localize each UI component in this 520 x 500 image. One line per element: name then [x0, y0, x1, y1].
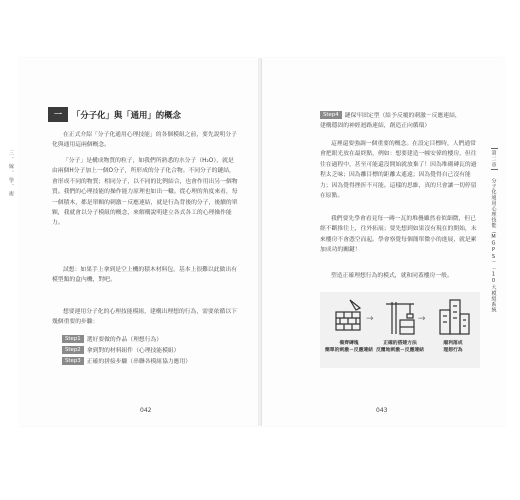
paragraph: 這裡還要強調一個重要的概念。在設定目標時，人們通常會把眼光放在最終點，例如：想要建造一幢安偉的樓房，但往往在過程中，甚至可能還沒開始就放棄了！因為堆砌磚瓦的過程太乏味；因為離目標的距離太遙遠；因為覺得自己沒有能力；因為覺得挫折不可能。這樣的思維，真的只會讓一切停留在原點。 — [320, 141, 477, 200]
diagram-caption: 備齊磚塊 簡單的刺激－反應連結 — [325, 341, 373, 353]
step-tag: Step1 — [62, 335, 84, 343]
right-running-head — [487, 148, 501, 317]
paragraph: 在正式介紹「分子化通用心理技能」的各個模組之前，要先說明分子化與通用這兩個概念。 — [52, 132, 237, 149]
step-text: 鏈保牢固定型（給予反覆的刺激－反應連結， — [344, 113, 461, 119]
paragraph: 試想：如果手上拿到是空上機的積木材料包，基本上很難以此做出有模型類的盒內機，對吧。 — [52, 267, 237, 284]
step-tag: Step3 — [62, 357, 84, 365]
diagram-caption: 順利落成 理想行為 — [443, 341, 463, 353]
chapter-tag: 第二章 — [490, 150, 497, 168]
crane-icon — [384, 298, 416, 336]
paragraph: 塑造正確理想行為的模式，就和同蓋樓房一般。 — [331, 273, 453, 279]
step-text: 選好要做的作品（理想行為） — [86, 337, 163, 343]
step-text: 拿到對的材料組件（心理技能模組） — [86, 348, 180, 354]
paragraph: 想要運用分子化的心理技能模組，建構出理想的行為，需要依循以下幾個重要的步驟： — [52, 309, 237, 326]
left-running-head: 三、嫁、學、術 — [8, 150, 14, 198]
arrow-right-icon: → — [366, 314, 374, 324]
arrow-right-icon: → — [418, 314, 426, 324]
step-item — [320, 110, 461, 119]
building-diagram — [320, 292, 480, 368]
brick-wall-icon — [334, 298, 364, 332]
paragraph: 「分子」是構成物質的粒子，如我們所熟悉的水分子（H₂O），就是由兩個H分子加上一個O分子，所形成的分子化合物。不同分子的鏈結，會形成不同的物質；相同分子，以不同的比例結合，也會作用出另一個物質。我們的心理技能的操作能力原理也如出一轍。從心理的角度來看，每一個積木，都是單顆的刺激－反應連結，就是行為背後的分子，後續的單顆，我就會以分子模組的概念，來解構說明建立各式各工的心理操作能力。 — [52, 158, 238, 227]
step-item — [62, 356, 191, 365]
step-tag: Step4 — [320, 111, 342, 119]
section-number: 一 — [48, 107, 68, 122]
paragraph: 我們要先學會看見每一磚一瓦的堆疊雖然看似細微，但已經不斷推往上，往外拓展；要先想到如果沒有現在的開始，未來樓房不會憑空而起。學會察覺每個簡單微小的進展，就是累加成功的關鍵！ — [320, 216, 477, 254]
step-continuation: 建構穩固的神經迴路連結，創造正向循環） — [320, 123, 431, 129]
section-title: 「分子化」與「通用」的概念 — [72, 109, 181, 120]
running-title: 分子化通用心理技能（MGPS）－10大模組系統 — [490, 178, 497, 313]
step-item — [62, 345, 179, 354]
page-number: 042 — [140, 407, 152, 414]
section-heading — [48, 107, 181, 122]
step-tag: Step2 — [62, 346, 84, 354]
diagram-caption: 正確的搭建方法 反覆地刺激－反應連結 — [376, 341, 424, 353]
buildings-icon — [436, 298, 472, 336]
step-item — [62, 334, 162, 343]
step-text: 正確的拼接步驟（串聯各模組協力應用） — [86, 359, 192, 365]
page-number: 043 — [376, 407, 388, 414]
